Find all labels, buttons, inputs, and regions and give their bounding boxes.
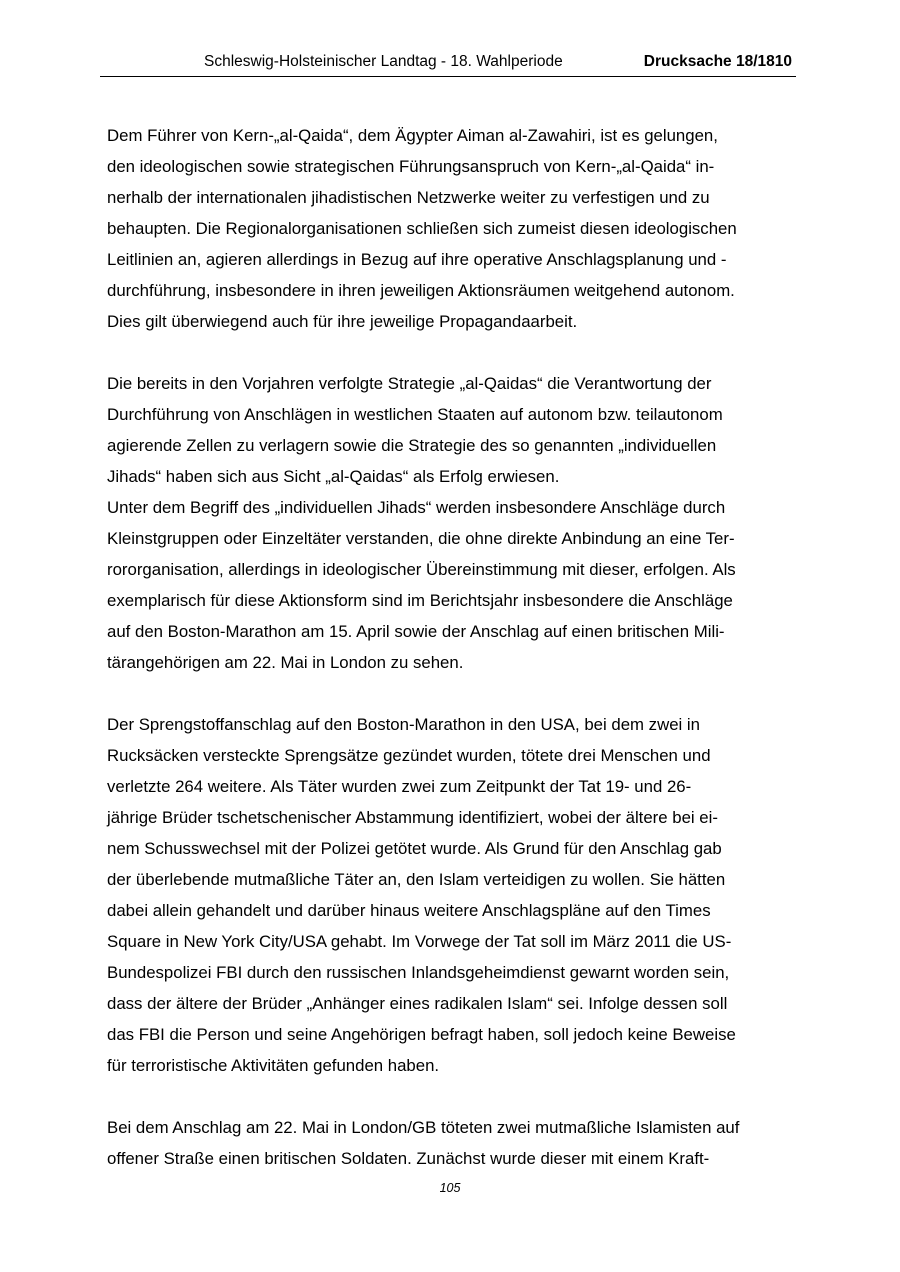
- text-line: verletzte 264 weitere. Als Täter wurden zwei zum Zeitpunkt der Tat 19- und 26-: [107, 777, 692, 796]
- page-header: [100, 52, 796, 72]
- text-line: nem Schusswechsel mit der Polizei getötet wurde. Als Grund für den Anschlag gab: [107, 839, 722, 858]
- paragraph-spacer: [107, 337, 797, 368]
- paragraph: [107, 368, 797, 678]
- text-line: dass der ältere der Brüder „Anhänger eines radikalen Islam“ sei. Infolge dessen soll: [107, 994, 728, 1013]
- text-line: Dem Führer von Kern-„al-Qaida“, dem Ägypter Aiman al-Zawahiri, ist es gelungen,: [107, 126, 718, 145]
- text-line: Dies gilt überwiegend auch für ihre jeweilige Propagandaarbeit.: [107, 312, 578, 331]
- text-line: Durchführung von Anschlägen in westlichen Staaten auf autonom bzw. teilautonom: [107, 405, 723, 424]
- text-line: Unter dem Begriff des „individuellen Jihads“ werden insbesondere Anschläge durch: [107, 498, 726, 517]
- text-line: den ideologischen sowie strategischen Führungsanspruch von Kern-„al-Qaida“ in-: [107, 157, 715, 176]
- header-divider: [100, 76, 796, 77]
- document-body: [107, 120, 797, 1174]
- text-line: Jihads“ haben sich aus Sicht „al-Qaidas“ als Erfolg erwiesen.: [107, 467, 560, 486]
- text-line: auf den Boston-Marathon am 15. April sowie der Anschlag auf einen britischen Mili-: [107, 622, 725, 641]
- text-line: Kleinstgruppen oder Einzeltäter verstanden, die ohne direkte Anbindung an eine Ter-: [107, 529, 735, 548]
- text-line: das FBI die Person und seine Angehörigen befragt haben, soll jedoch keine Beweise: [107, 1025, 736, 1044]
- paragraph: [107, 120, 797, 337]
- text-line: Square in New York City/USA gehabt. Im Vorwege der Tat soll im März 2011 die US-: [107, 932, 732, 951]
- text-line: Der Sprengstoffanschlag auf den Boston-Marathon in den USA, bei dem zwei in: [107, 715, 700, 734]
- document-number: Drucksache 18/1810: [643, 53, 792, 70]
- text-line: Bundespolizei FBI durch den russischen Inlandsgeheimdienst gewarnt worden sein,: [107, 963, 730, 982]
- paragraph-spacer: [107, 678, 797, 709]
- text-line: rororganisation, allerdings in ideologischer Übereinstimmung mit dieser, erfolgen. Als: [107, 560, 736, 579]
- text-line: agierende Zellen zu verlagern sowie die Strategie des so genannten „individuellen: [107, 436, 717, 455]
- text-line: Die bereits in den Vorjahren verfolgte Strategie „al-Qaidas“ die Verantwortung der: [107, 374, 712, 393]
- text-line: für terroristische Aktivitäten gefunden haben.: [107, 1056, 440, 1075]
- text-line: offener Straße einen britischen Soldaten. Zunächst wurde dieser mit einem Kraft-: [107, 1149, 710, 1168]
- text-line: durchführung, insbesondere in ihren jeweiligen Aktionsräumen weitgehend autonom.: [107, 281, 735, 300]
- page-number: 105: [439, 1181, 461, 1195]
- paragraph: [107, 709, 797, 1081]
- paragraph: [107, 1112, 797, 1174]
- header-title: Schleswig-Holsteinischer Landtag - 18. Wahlperiode: [204, 53, 563, 70]
- text-line: nerhalb der internationalen jihadistischen Netzwerke weiter zu verfestigen und zu: [107, 188, 710, 207]
- paragraph-spacer: [107, 1081, 797, 1112]
- text-line: behaupten. Die Regionalorganisationen schließen sich zumeist diesen ideologischen: [107, 219, 737, 238]
- text-line: exemplarisch für diese Aktionsform sind im Berichtsjahr insbesondere die Anschläge: [107, 591, 733, 610]
- text-line: tärangehörigen am 22. Mai in London zu sehen.: [107, 653, 464, 672]
- text-line: dabei allein gehandelt und darüber hinaus weitere Anschlagspläne auf den Times: [107, 901, 711, 920]
- text-line: Leitlinien an, agieren allerdings in Bezug auf ihre operative Anschlagsplanung und -: [107, 250, 727, 269]
- text-line: Bei dem Anschlag am 22. Mai in London/GB töteten zwei mutmaßliche Islamisten auf: [107, 1118, 740, 1137]
- text-line: Rucksäcken versteckte Sprengsätze gezündet wurden, tötete drei Menschen und: [107, 746, 711, 765]
- text-line: der überlebende mutmaßliche Täter an, den Islam verteidigen zu wollen. Sie hätten: [107, 870, 726, 889]
- text-line: jährige Brüder tschetschenischer Abstammung identifiziert, wobei der ältere bei ei-: [107, 808, 718, 827]
